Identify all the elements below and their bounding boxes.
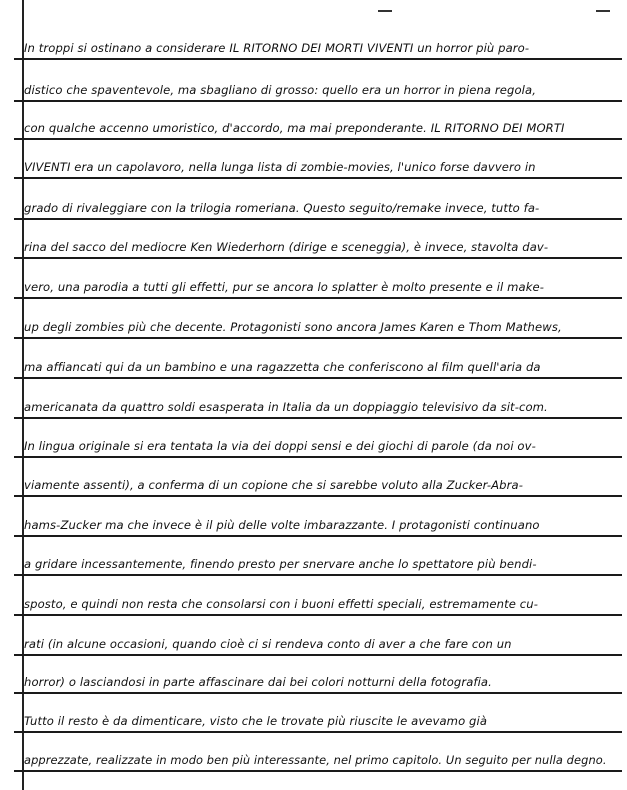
text-line: VIVENTI era un capolavoro, nella lunga lista di zombie-movies, l'unico forse davvero in xyxy=(24,160,536,174)
text-line: distico che spaventevole, ma sbagliano di grosso: quello era un horror in piena regola, xyxy=(24,83,536,97)
text-line: a gridare incessantemente, finendo presto per snervare anche lo spettatore più bendi- xyxy=(24,557,537,571)
text-line: up degli zombies più che decente. Protagonisti sono ancora James Karen e Thom Mathews, xyxy=(24,320,562,334)
ruled-line xyxy=(14,535,622,537)
ruled-line xyxy=(14,177,622,179)
text-line: viamente assenti), a conferma di un copione che si sarebbe voluto alla Zucker-Abra- xyxy=(24,478,524,492)
ruled-line xyxy=(14,138,622,140)
text-line: vero, una parodia a tutti gli effetti, pur se ancora lo splatter è molto presente e il make- xyxy=(24,280,545,294)
ruled-line xyxy=(14,337,622,339)
ruled-line xyxy=(14,654,622,656)
text-line: Tutto il resto è da dimenticare, visto che le trovate più riuscite le avevamo già xyxy=(24,714,488,728)
text-line: rina del sacco del mediocre Ken Wiederhorn (dirige e sceneggia), è invece, stavolta dav- xyxy=(24,240,549,254)
text-line: sposto, e quindi non resta che consolarsi con i buoni effetti speciali, estremamente cu- xyxy=(24,597,538,611)
ruled-line xyxy=(14,297,622,299)
ruled-line xyxy=(14,417,622,419)
ruled-line xyxy=(14,770,622,772)
text-line: rati (in alcune occasioni, quando cioè ci si rendeva conto di aver a che fare con un xyxy=(24,637,512,651)
text-line: horror) o lasciandosi in parte affascinare dai bei colori notturni della fotografia. xyxy=(24,675,492,689)
text-line: In lingua originale si era tentata la via dei doppi sensi e dei giochi di parole (da noi ov- xyxy=(24,439,536,453)
ruled-line xyxy=(14,614,622,616)
text-line: con qualche accenno umoristico, d'accordo, ma mai preponderante. IL RITORNO DEI MORTI xyxy=(24,121,565,135)
text-line: In troppi si ostinano a considerare IL RITORNO DEI MORTI VIVENTI un horror più paro- xyxy=(24,41,530,55)
ruled-line xyxy=(14,574,622,576)
ruled-line xyxy=(14,257,622,259)
text-line: grado di rivaleggiare con la trilogia romeriana. Questo seguito/remake invece, tutto fa- xyxy=(24,201,540,215)
ruled-line xyxy=(14,58,622,60)
ruled-line xyxy=(14,218,622,220)
ruled-line xyxy=(14,100,622,102)
text-line: ma affiancati qui da un bambino e una ragazzetta che conferiscono al film quell'aria da xyxy=(24,360,541,374)
ruled-line xyxy=(14,377,622,379)
ruled-line xyxy=(14,495,622,497)
top-rule-mark xyxy=(378,10,392,12)
ruled-line xyxy=(14,731,622,733)
text-line: hams-Zucker ma che invece è il più delle volte imbarazzante. I protagonisti continuano xyxy=(24,518,540,532)
ruled-line xyxy=(14,692,622,694)
text-line: apprezzate, realizzate in modo ben più interessante, nel primo capitolo. Un seguito per nulla degno. xyxy=(24,753,607,767)
text-line: americanata da quattro soldi esasperata in Italia da un doppiaggio televisivo da sit-com. xyxy=(24,400,548,414)
top-rule-mark xyxy=(596,10,610,12)
ruled-line xyxy=(14,456,622,458)
